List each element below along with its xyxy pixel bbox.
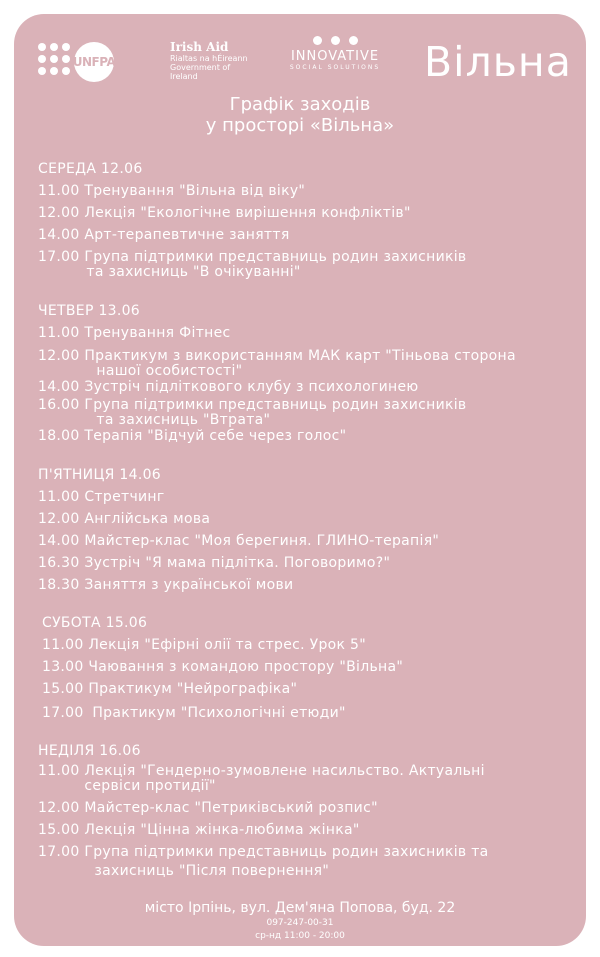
event-text-line2: захисниць "Після повернення" — [94, 863, 330, 879]
event-time: 17.00 — [38, 249, 80, 265]
event-text-line2: нашої особистості" — [96, 363, 243, 379]
irish-aid-sub1: Rialtas na hÉireann — [170, 54, 248, 63]
event-row — [38, 326, 231, 341]
event-time: 11.00 — [42, 637, 84, 653]
event-text: Зустріч підліткового клубу з психологинею — [84, 379, 419, 395]
event-text-line1: Лекція "Гендерно-зумовлене насильство. Актуальні — [84, 763, 485, 779]
event-text: Заняття з української мови — [84, 577, 294, 593]
event-row — [38, 578, 293, 593]
irish-aid-sub2: Government of Ireland — [170, 63, 231, 81]
event-text-line2: та захисниць "В очікуванні" — [86, 264, 301, 280]
event-time: 14.00 — [38, 227, 80, 243]
innovative-title: INNOVATIVE — [290, 49, 380, 64]
irish-aid-title: Irish Aid — [170, 40, 229, 54]
event-time: 14.00 — [38, 533, 80, 549]
day-heading: НЕДІЛЯ 16.06 — [38, 743, 141, 759]
event-text-line2: сервіси протидії" — [84, 778, 216, 794]
event-time: 17.00 — [38, 844, 80, 860]
event-row — [38, 206, 411, 221]
event-text — [84, 764, 484, 794]
event-row — [38, 250, 466, 280]
event-text: Практикум "Психологічні етюди" — [92, 705, 346, 721]
irish-aid-logo — [170, 40, 250, 81]
event-text — [84, 250, 466, 280]
event-text: Тренування Фітнес — [84, 325, 231, 341]
event-text: Зустріч "Я мама підлітка. Поговоримо?" — [84, 555, 391, 571]
event-row — [38, 429, 346, 444]
event-time: 12.00 — [38, 511, 80, 527]
event-time: 15.00 — [42, 681, 84, 697]
event-text: Чаювання з командою простору "Вільна" — [88, 659, 404, 675]
event-row — [38, 845, 489, 882]
event-time: 12.00 — [38, 348, 80, 364]
schedule-poster — [14, 14, 586, 946]
event-time: 11.00 — [38, 763, 80, 779]
unfpa-label: UNFPA — [74, 42, 114, 82]
event-time: 11.00 — [38, 489, 80, 505]
event-text — [84, 349, 516, 379]
page-title — [14, 94, 586, 136]
event-time: 15.00 — [38, 822, 80, 838]
event-row — [38, 380, 418, 395]
event-row — [38, 823, 360, 838]
event-text: Стретчинг — [84, 489, 165, 505]
brand-logo: Вільна — [424, 38, 572, 86]
event-row — [38, 490, 165, 505]
event-time: 12.00 — [38, 800, 80, 816]
event-row — [42, 682, 297, 697]
event-time: 18.30 — [38, 577, 80, 593]
event-time: 17.00 — [42, 705, 84, 721]
innovative-logo — [280, 36, 390, 71]
event-text: Лекція "Цінна жінка-любима жінка" — [84, 822, 360, 838]
event-text: Практикум "Нейрографіка" — [88, 681, 298, 697]
opening-hours: ср-нд 11:00 - 20:00 — [255, 931, 345, 941]
event-time: 16.00 — [38, 397, 80, 413]
event-row — [38, 534, 439, 549]
address: місто Ірпінь, вул. Дем'яна Попова, буд. 22 — [144, 900, 456, 916]
event-text: Майстер-клас "Моя берегиня. ГЛИНО-терапія" — [84, 533, 440, 549]
day-heading: ЧЕТВЕР 13.06 — [38, 303, 141, 319]
event-text — [84, 845, 488, 882]
event-text: Майстер-клас "Петриківський розпис" — [84, 800, 378, 816]
three-dots-icon — [280, 36, 390, 45]
event-text: Терапія "Відчуй себе через голос" — [84, 428, 347, 444]
event-time: 14.00 — [38, 379, 80, 395]
event-text: Тренування "Вільна від віку" — [84, 183, 306, 199]
event-row — [42, 660, 403, 675]
event-row — [38, 228, 290, 243]
event-text: Лекція "Ефірні олії та стрес. Урок 5" — [88, 637, 366, 653]
event-row — [38, 801, 378, 816]
event-row — [38, 512, 210, 527]
event-time: 11.00 — [38, 183, 80, 199]
title-line1: Графік заходів — [229, 94, 371, 115]
day-heading: СЕРЕДА 12.06 — [38, 161, 143, 177]
event-row — [38, 184, 305, 199]
event-text-line1: Група підтримки представниць родин захисників та — [84, 844, 489, 860]
event-text — [84, 398, 466, 428]
event-text: Лекція "Екологічне вирішення конфліктів" — [84, 205, 411, 221]
event-time: 16.30 — [38, 555, 80, 571]
day-heading: СУБОТА 15.06 — [42, 615, 148, 631]
phone-number: 097-247-00-31 — [266, 918, 334, 928]
innovative-subtitle: SOCIAL SOLUTIONS — [289, 64, 381, 71]
event-text-line1: Група підтримки представниць родин захисників — [84, 249, 467, 265]
event-text: Англійська мова — [84, 511, 211, 527]
event-time: 18.00 — [38, 428, 80, 444]
event-time: 13.00 — [42, 659, 84, 675]
event-text-line2: та захисниць "Втрата" — [96, 412, 271, 428]
title-line2: у просторі «Вільна» — [205, 115, 395, 136]
event-row — [38, 556, 390, 571]
event-text: Арт-терапевтичне заняття — [84, 227, 290, 243]
event-time: 12.00 — [38, 205, 80, 221]
event-time: 11.00 — [38, 325, 80, 341]
event-text-line1: Група підтримки представниць родин захисників — [84, 397, 467, 413]
event-text-line1: Практикум з використанням МАК карт "Тіньова сторона — [84, 348, 516, 364]
day-heading: П'ЯТНИЦЯ 14.06 — [38, 467, 161, 483]
event-row — [38, 398, 466, 428]
event-row — [38, 349, 516, 379]
dots-icon — [38, 43, 70, 75]
event-row — [42, 706, 346, 721]
event-row — [42, 638, 366, 653]
event-row — [38, 764, 485, 794]
